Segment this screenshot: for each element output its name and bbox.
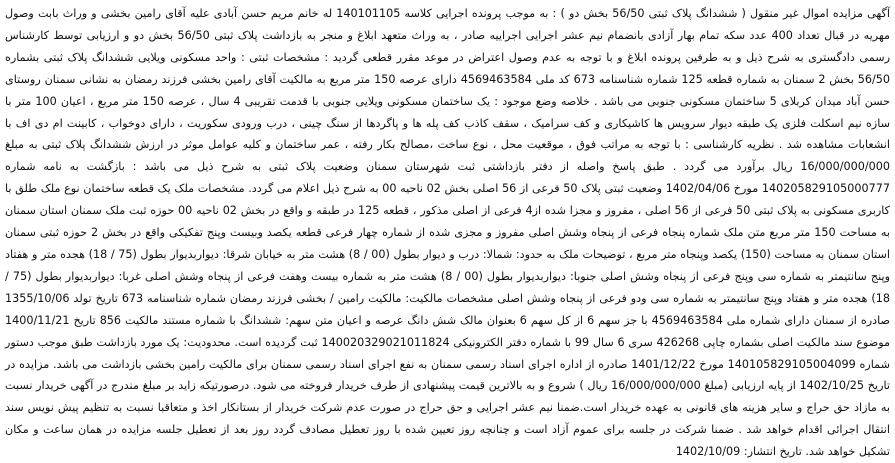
auction-notice-text: آگهی مزایده اموال غیر منقول ( ششدانگ پلاک ثبتی 56/50 بخش دو ) : به موجب پرونده اجرایی کلاسه 140101105 له خانم مریم حسن آبادی علیه آقای رامین بخشی و وراث بابت وصول مهریه در قبال تعداد 400 عدد سکه تمام بهار آزادی بانضمام نیم عشر اجرایی اجراییه صادر ، به وراث متعهد ابلاغ و منجر به بازداشت پلاک ثبتی 56/50 بخش دو و ارزیابی توسط کارشناس رسمی دادگستری به شرح ذیل و به طرفین پرونده ابلاغ و با توجه به عدم وصول اعتراض در موعد مقرر قطعی گردید : مشخصات ثبتی : واحد مسکونی ویلایی ششدانگ پلاک ثبتی بشماره 56/50 بخش 2 سمنان به شماره قطعه 125 شماره شناسنامه 673 کد ملی 4569463584 دارای عرصه 150 متر مربع به مالکیت آقای رامین بخشی فرزند رمضان به نشانی سمنان روستای حسن آباد میدان کربلای 5 ساختمان مسکونی جنوبی می باشد . خلاصه وضع موجود : یک ساختمان مسکونی ویلایی جنوبی با قدمت تقریبی 4 سال ، عرصه 150 متر مربع ، اعیان 100 متر با سازه نیم اسکلت فلزی یک طبقه دیوار سرویس ها کاشیکاری و کف سرامیک ، سقف کاذب کف پله ها و پاگردها از سنگ چینی ، درب ورودی سکوریت ، دارای دوخواب ، کابینت ام دی اف با انشعابات مشاهده شد . نظریه کارشناسی : با توجه به مراتب فوق ، موقعیت محل ، نوع ساخت ،مصالح بکار رفته ، عمر ساختمان و کلیه عوامل موثر در ارزش ششدانگ پلاک ثبتی به مبلغ 16/000/000/000 ریال برآورد می گردد . طبق پاسخ واصله از دفتر بازداشتی ثبت شهرستان سمنان وضعیت پلاک ثبتی به شرح ذیل می باشد : بازگشت به نامه شماره 140205829105000777 مورخ 1402/04/06 وضعیت ثبتی پلاک 50 فرعی از 56 اصلی بخش 02 ناحیه 00 به شرح ذیل اعلام می گردد. مشخصات ملک یک قطعه ساختمان نوع ملک طلق با کاربری مسکونی به پلاک ثبتی 50 فرعی از 56 اصلی ، مفروز و مجزا شده از4 فرعی از اصلی مذکور ، قطعه 125 در طبقه و واقع در بخش 02 ناحیه 00 حوزه ثبت ملک سمنان استان سمنان به مساحت 150 متر مربع متن ملک شماره پنجاه فرعی از پنجاه وشش اصلی مفروز و مجزی شده از شماره چهار فرعی قطعه یکصد وبیست وپنج تفکیکی واقع در بخش 2 حوزه ثبتی سمنان استان سمنان به مساحت (150) یکصد وپنجاه متر مربع ، توضیحات ملک به حدود: شمالا: درب و دیوار بطول (00 / 8) هشت متر به خیابان شرقا: دیواربدیوار بطول (75 / 18) هجده متر و هفتاد وپنج سانتیمتر به شماره سی وپنج فرعی از پنجاه وشش اصلی جنوبا: دیواربدیوار بطول (00 / 8) هشت متر به شماره بیست وهفت فرعی از پنجاه وشش اصلی غربا: دیواربدیوار بطول (75 / 18) هجده متر و هفتاد وپنج سانتیمتر به شماره سی ودو فرعی از پنجاه وشش اصلی مشخصات مالکیت: مالکیت رامین / بخشی فرزند رمضان شماره شناسنامه 673 تاریخ تولد 1355/10/06 صادره از سمنان دارای شماره ملی 4569463584 با جز سهم 6 از کل سهم 6 بعنوان مالک شش دانگ عرصه و اعیان متن سهم: ششدانگ با شماره مستند مالکیت 856 تاریخ 1400/11/21 موضوع سند مالکیت اصلی بشماره چاپی 426268 سری 6 سال 99 با شماره دفتر الکترونیکی 140020329021011824 ثبت گردیده است. محدودیت: یک مورد بازداشت طبق موجب دستور شماره 140105829105004099 مورخ 1401/12/22 صادره از اداره اجرای اسناد رسمی سمنان به نفع اجرای اسناد رسمی سمنان برای مالکیت رامین بخشی بازداشت می باشد. مزایده در تاریخ 1402/10/25 از پایه ارزیابی (مبلغ 16/000/000/000 ریال ) شروع و به بالاترین قیمت پیشنهادی از طرف خریدار فروخته می شود. درصورتیکه زاید بر مبلغ مندرج در آگهی خریدار نسبت به مازاد حق حراج و سایر هزینه های قانونی به عهده خریدار است.ضمنا نیم عشر اجرایی و حق حراج در صورت عدم شرکت خریدار از بستانکار اخذ و متعاقبا نسبت به تنظیم پیش نویس سند انتقال اجرائی اقدام خواهد شد . ضمنا شرکت در جلسه برای عموم آزاد است و چنانچه روز تعیین شده با روز تعطیل مصادف گردد روز بعد از تعطیل جلسه مزایده در همان ساعت و مکان تشکیل خواهد شد. تاریخ انتشار: 1402/10/09: [5, 7, 891, 459]
